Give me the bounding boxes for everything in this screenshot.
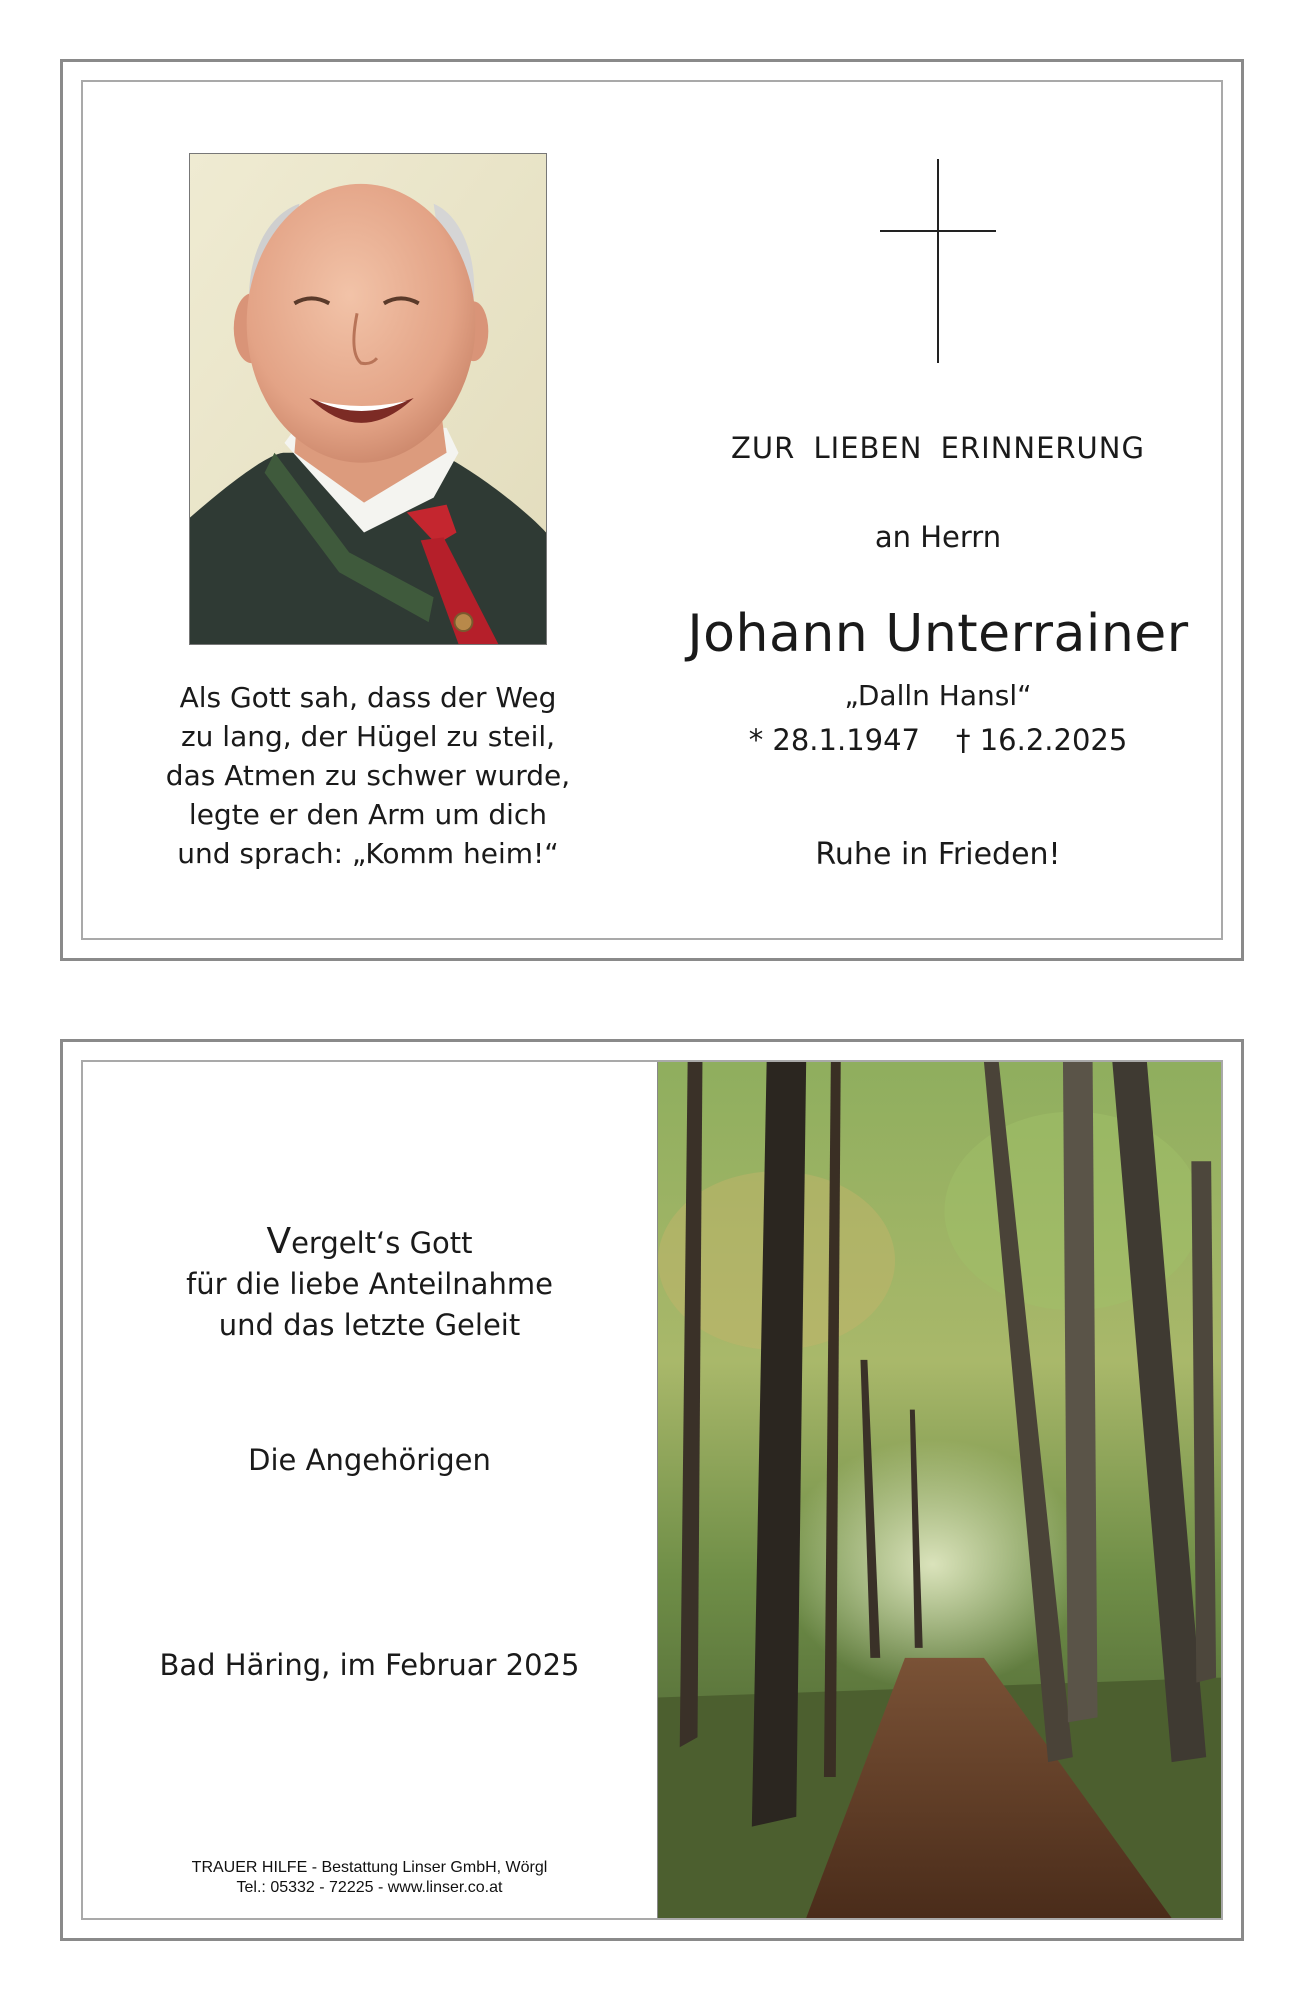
imprint-line-1: TRAUER HILFE - Bestattung Linser GmbH, Wörgl	[191, 1859, 548, 1876]
poem-line: und sprach: „Komm heim!“	[177, 837, 559, 870]
place-date: Bad Häring, im Februar 2025	[159, 1648, 580, 1682]
latin-cross-icon	[880, 159, 996, 363]
deceased-name: Johann Unterrainer	[687, 604, 1189, 664]
thanks-line-3: und das letzte Geleit	[218, 1308, 521, 1342]
poem-line: das Atmen zu schwer wurde,	[165, 759, 571, 792]
closing-phrase: Ruhe in Frieden!	[815, 837, 1061, 872]
life-dates	[683, 723, 1193, 757]
front-card	[60, 59, 1244, 961]
salutation: an Herrn	[874, 520, 1002, 554]
forest-path-photo	[657, 1062, 1221, 1918]
nickname: „Dalln Hansl“	[844, 679, 1032, 712]
poem-line: legte er den Arm um dich	[188, 798, 548, 831]
thanks-line-2: für die liebe Anteilnahme	[186, 1267, 553, 1301]
back-card-inner-frame	[81, 1060, 1223, 1920]
poem-line: Als Gott sah, dass der Weg	[179, 681, 557, 714]
thanks-panel	[83, 1062, 656, 1918]
poem-line: zu lang, der Hügel zu steil,	[180, 720, 556, 753]
poem	[133, 678, 603, 873]
family-signature: Die Angehörigen	[248, 1443, 491, 1477]
thanks-initial: V	[266, 1221, 292, 1262]
death-date: † 16.2.2025	[956, 723, 1128, 757]
thanks-line-1: ergelt‘s Gott	[291, 1226, 473, 1260]
birth-date: * 28.1.1947	[748, 723, 920, 757]
imprint-line-2: Tel.: 05332 - 72225 - www.linser.co.at	[236, 1879, 503, 1896]
memorial-heading: ZUR LIEBEN ERINNERUNG	[731, 431, 1145, 465]
thanks-message	[83, 1221, 656, 1346]
front-card-inner-frame	[81, 80, 1223, 940]
back-card	[60, 1039, 1244, 1941]
portrait-photo	[189, 153, 547, 645]
funeral-home-imprint	[83, 1858, 656, 1898]
